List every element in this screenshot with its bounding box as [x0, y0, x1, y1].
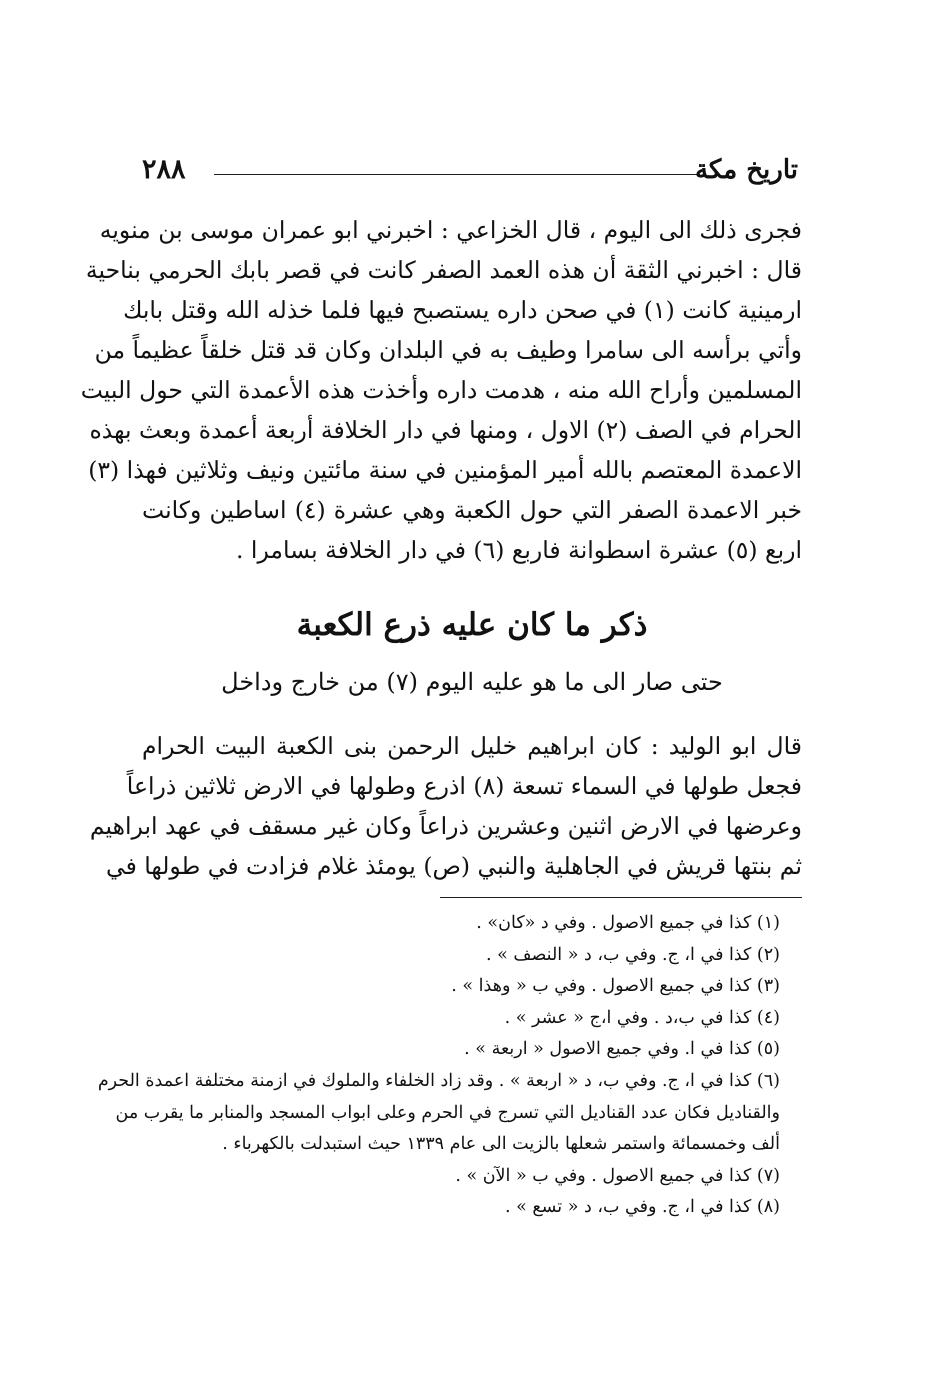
text-line: قال : اخبرني الثقة أن هذه العمد الصفر كانت في قصر بابك الحرمي بناحية — [85, 256, 802, 284]
paragraph-2 — [89, 726, 802, 886]
text-line: خبر الاعمدة الصفر التي حول الكعبة وهي عشرة (٤) اساطين وكانت — [142, 496, 802, 524]
footnote: (٥) كذا في ا. وفي جميع الاصول « اربعة » . — [464, 1039, 780, 1060]
footnote-rule — [440, 897, 802, 898]
footnote: (٨) كذا في ا، ج. وفي ب، د « تسع » . — [504, 1197, 780, 1218]
footnote: (٦) كذا في ا، ج. وفي ب، د « اربعة » . وقد زاد الخلفاء والملوك في ازمنة مختلفة اعمدة الحرم — [97, 1070, 780, 1091]
page-header — [142, 152, 798, 192]
footnote: (٣) كذا في جميع الاصول . وفي ب « وهذا » . — [451, 976, 780, 997]
text-line: الاعمدة المعتصم بالله أمير المؤمنين في سنة مائتين ونيف وثلاثين فهذا (٣) — [88, 456, 802, 484]
text-line: اربع (٥) عشرة اسطوانة فاربع (٦) في دار الخلافة بسامرا . — [235, 536, 802, 564]
text-line: وعرضها في الارض اثنين وعشرين ذراعاً وكان غير مسقف في عهد ابراهيم — [89, 812, 802, 840]
text-line: ثم بنتها قريش في الجاهلية والنبي (ص) يومئذ غلام فزادت في طولها في — [105, 852, 802, 880]
text-line: وأتي برأسه الى سامرا وطيف به في البلدان وكان قد قتل خلقاً عظيماً من — [94, 336, 802, 364]
section-subheading: حتى صار الى ما هو عليه اليوم (٧) من خارج وداخل — [221, 668, 723, 696]
text-line: فجرى ذلك الى اليوم ، قال الخزاعي : اخبرني ابو عمران موسى بن منويه — [99, 216, 802, 244]
running-title: تاريخ مكة — [694, 155, 798, 185]
text-line: فجعل طولها في السماء تسعة (٨) اذرع وطولها في الارض ثلاثين ذراعاً — [126, 772, 802, 800]
text-line: ارمينية كانت (١) في صحن داره يستصبح فيها فلما خذله الله وقتل بابك — [123, 296, 802, 324]
footnote: (٢) كذا في ا، ج. وفي ب، د « النصف » . — [485, 944, 780, 965]
text-line: الحرام في الصف (٢) الاول ، ومنها في دار الخلافة أربعة أعمدة وبعث بهذه — [89, 416, 802, 444]
section-heading: ذكر ما كان عليه ذرع الكعبة — [296, 607, 648, 643]
page-number: ٢٨٨ — [142, 154, 186, 185]
footnotes — [97, 908, 780, 1224]
text-line: المسلمين وأراح الله منه ، هدمت داره وأخذت هذه الأعمدة التي حول البيت — [80, 376, 802, 404]
header-rule — [214, 174, 700, 175]
footnote-continuation: والقناديل فكان عدد القناديل التي تسرج في الحرم وعلى ابواب المسجد والمنابر ما يقرب من — [115, 1102, 780, 1123]
footnote-continuation: ألف وخمسمائة واستمر شعلها بالزيت الى عام ١٣٣٩ حيث استبدلت بالكهرباء . — [222, 1134, 780, 1155]
footnote: (٧) كذا في جميع الاصول . وفي ب « الآن » . — [455, 1165, 780, 1186]
paragraph-1 — [80, 210, 802, 570]
footnote: (٤) كذا في ب،د . وفي ا،ج « عشر » . — [504, 1007, 780, 1028]
footnote: (١) كذا في جميع الاصول . وفي د «كان» . — [476, 913, 780, 933]
text-line: قال ابو الوليد : كان ابراهيم خليل الرحمن بنى الكعبة البيت الحرام — [142, 732, 802, 760]
